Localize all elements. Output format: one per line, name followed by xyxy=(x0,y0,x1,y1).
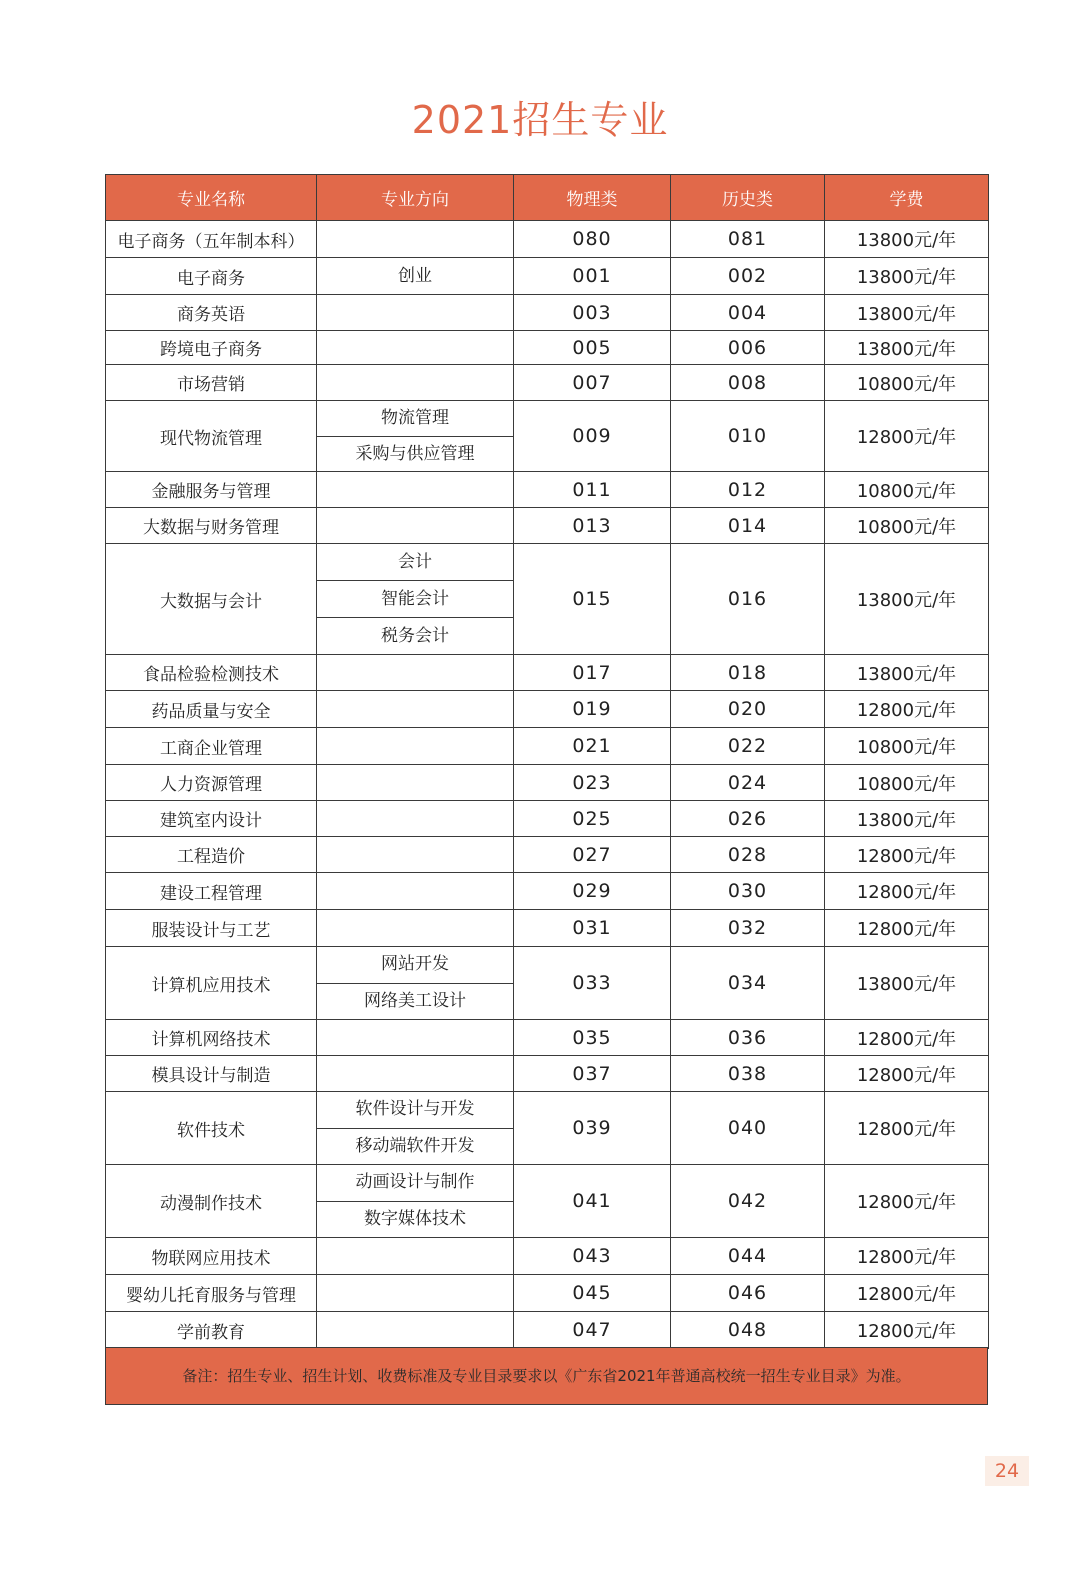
table-row xyxy=(106,1165,989,1238)
direction-cell xyxy=(317,1020,514,1056)
direction-item: 网络美工设计 xyxy=(317,983,513,1020)
physics-code-cell: 035 xyxy=(514,1020,671,1056)
table-row xyxy=(106,221,989,258)
physics-code-cell: 019 xyxy=(514,691,671,728)
table-row xyxy=(106,508,989,544)
major-name-cell: 工商企业管理 xyxy=(106,728,317,765)
direction-cell xyxy=(317,1165,514,1238)
history-code-cell: 014 xyxy=(671,508,825,544)
direction-cell xyxy=(317,331,514,365)
history-code-cell: 040 xyxy=(671,1092,825,1165)
direction-item: 智能会计 xyxy=(317,580,513,617)
direction-cell xyxy=(317,765,514,801)
direction-item: 税务会计 xyxy=(317,617,513,654)
history-code-cell: 012 xyxy=(671,472,825,508)
history-code-cell: 081 xyxy=(671,221,825,258)
direction-item: 创业 xyxy=(398,265,432,286)
history-code-cell: 010 xyxy=(671,401,825,472)
fee-cell: 13800元/年 xyxy=(825,544,989,655)
direction-item: 数字媒体技术 xyxy=(317,1201,513,1238)
history-code-cell: 036 xyxy=(671,1020,825,1056)
major-name-cell: 现代物流管理 xyxy=(106,401,317,472)
direction-cell xyxy=(317,910,514,947)
history-code-cell: 002 xyxy=(671,258,825,295)
major-name-cell: 电子商务（五年制本科） xyxy=(106,221,317,258)
fee-cell: 12800元/年 xyxy=(825,1312,989,1349)
direction-cell xyxy=(317,837,514,873)
fee-cell: 12800元/年 xyxy=(825,837,989,873)
major-name-cell: 工程造价 xyxy=(106,837,317,873)
table-row xyxy=(106,873,989,910)
major-name-cell: 建设工程管理 xyxy=(106,873,317,910)
direction-cell xyxy=(317,401,514,472)
direction-cell xyxy=(317,728,514,765)
header-fee: 学费 xyxy=(825,175,989,221)
table-row xyxy=(106,655,989,691)
major-name-cell: 大数据与财务管理 xyxy=(106,508,317,544)
fee-cell: 10800元/年 xyxy=(825,765,989,801)
header-history: 历史类 xyxy=(671,175,825,221)
direction-cell xyxy=(317,1092,514,1165)
direction-cell xyxy=(317,508,514,544)
fee-cell: 12800元/年 xyxy=(825,873,989,910)
major-name-cell: 建筑室内设计 xyxy=(106,801,317,837)
physics-code-cell: 047 xyxy=(514,1312,671,1349)
table-row xyxy=(106,295,989,331)
direction-cell xyxy=(317,1312,514,1349)
table-row xyxy=(106,765,989,801)
page-title: 2021招生专业 xyxy=(411,98,669,142)
history-code-cell: 026 xyxy=(671,801,825,837)
history-code-cell: 038 xyxy=(671,1056,825,1092)
physics-code-cell: 029 xyxy=(514,873,671,910)
history-code-cell: 008 xyxy=(671,365,825,401)
fee-cell: 12800元/年 xyxy=(825,1056,989,1092)
direction-cell xyxy=(317,873,514,910)
history-code-cell: 030 xyxy=(671,873,825,910)
major-name-cell: 学前教育 xyxy=(106,1312,317,1349)
direction-cell xyxy=(317,801,514,837)
direction-item: 网站开发 xyxy=(381,954,449,974)
major-name-cell: 食品检验检测技术 xyxy=(106,655,317,691)
physics-code-cell: 045 xyxy=(514,1275,671,1312)
direction-cell xyxy=(317,365,514,401)
major-name-cell: 婴幼儿托育服务与管理 xyxy=(106,1275,317,1312)
fee-cell: 13800元/年 xyxy=(825,801,989,837)
physics-code-cell: 027 xyxy=(514,837,671,873)
fee-cell: 13800元/年 xyxy=(825,258,989,295)
table-row xyxy=(106,1056,989,1092)
direction-cell xyxy=(317,655,514,691)
direction-cell xyxy=(317,1275,514,1312)
direction-cell xyxy=(317,1056,514,1092)
physics-code-cell: 080 xyxy=(514,221,671,258)
physics-code-cell: 005 xyxy=(514,331,671,365)
table-row xyxy=(106,401,989,472)
history-code-cell: 024 xyxy=(671,765,825,801)
history-code-cell: 042 xyxy=(671,1165,825,1238)
table-row xyxy=(106,472,989,508)
table-row xyxy=(106,331,989,365)
direction-item: 采购与供应管理 xyxy=(317,436,513,472)
major-name-cell: 计算机网络技术 xyxy=(106,1020,317,1056)
direction-cell xyxy=(317,544,514,655)
table-row xyxy=(106,947,989,1020)
table-row xyxy=(106,258,989,295)
table-row xyxy=(106,910,989,947)
physics-code-cell: 001 xyxy=(514,258,671,295)
table-row xyxy=(106,691,989,728)
direction-item: 动画设计与制作 xyxy=(355,1172,475,1192)
fee-cell: 12800元/年 xyxy=(825,1238,989,1275)
major-name-cell: 动漫制作技术 xyxy=(106,1165,317,1238)
history-code-cell: 034 xyxy=(671,947,825,1020)
history-code-cell: 022 xyxy=(671,728,825,765)
table-row xyxy=(106,365,989,401)
direction-cell xyxy=(317,472,514,508)
fee-cell: 13800元/年 xyxy=(825,331,989,365)
direction-cell xyxy=(317,258,514,295)
direction-item: 会计 xyxy=(398,552,432,572)
header-physics: 物理类 xyxy=(514,175,671,221)
direction-item: 物流管理 xyxy=(381,408,449,428)
major-name-cell: 商务英语 xyxy=(106,295,317,331)
table-body xyxy=(106,221,989,1349)
major-name-cell: 服装设计与工艺 xyxy=(106,910,317,947)
major-name-cell: 电子商务 xyxy=(106,258,317,295)
physics-code-cell: 041 xyxy=(514,1165,671,1238)
major-name-cell: 物联网应用技术 xyxy=(106,1238,317,1275)
page-number: 24 xyxy=(985,1456,1029,1486)
fee-cell: 10800元/年 xyxy=(825,508,989,544)
physics-code-cell: 009 xyxy=(514,401,671,472)
fee-cell: 12800元/年 xyxy=(825,1275,989,1312)
history-code-cell: 006 xyxy=(671,331,825,365)
fee-cell: 10800元/年 xyxy=(825,728,989,765)
history-code-cell: 020 xyxy=(671,691,825,728)
fee-cell: 12800元/年 xyxy=(825,401,989,472)
major-name-cell: 计算机应用技术 xyxy=(106,947,317,1020)
major-name-cell: 人力资源管理 xyxy=(106,765,317,801)
direction-cell xyxy=(317,1238,514,1275)
physics-code-cell: 025 xyxy=(514,801,671,837)
history-code-cell: 032 xyxy=(671,910,825,947)
history-code-cell: 044 xyxy=(671,1238,825,1275)
physics-code-cell: 011 xyxy=(514,472,671,508)
header-direction: 专业方向 xyxy=(317,175,514,221)
fee-cell: 12800元/年 xyxy=(825,910,989,947)
table-row xyxy=(106,801,989,837)
fee-cell: 12800元/年 xyxy=(825,1020,989,1056)
physics-code-cell: 021 xyxy=(514,728,671,765)
majors-table xyxy=(105,174,989,1349)
fee-cell: 12800元/年 xyxy=(825,691,989,728)
physics-code-cell: 013 xyxy=(514,508,671,544)
table-row xyxy=(106,837,989,873)
major-name-cell: 软件技术 xyxy=(106,1092,317,1165)
table-row xyxy=(106,1312,989,1349)
table-row xyxy=(106,728,989,765)
history-code-cell: 016 xyxy=(671,544,825,655)
history-code-cell: 046 xyxy=(671,1275,825,1312)
history-code-cell: 028 xyxy=(671,837,825,873)
physics-code-cell: 017 xyxy=(514,655,671,691)
physics-code-cell: 015 xyxy=(514,544,671,655)
physics-code-cell: 023 xyxy=(514,765,671,801)
physics-code-cell: 033 xyxy=(514,947,671,1020)
major-name-cell: 模具设计与制造 xyxy=(106,1056,317,1092)
table-row xyxy=(106,544,989,655)
footnote: 备注：招生专业、招生计划、收费标准及专业目录要求以《广东省2021年普通高校统一招生专业目录》为准。 xyxy=(105,1347,988,1405)
direction-item: 软件设计与开发 xyxy=(355,1099,475,1119)
physics-code-cell: 007 xyxy=(514,365,671,401)
major-name-cell: 跨境电子商务 xyxy=(106,331,317,365)
major-name-cell: 金融服务与管理 xyxy=(106,472,317,508)
history-code-cell: 004 xyxy=(671,295,825,331)
fee-cell: 10800元/年 xyxy=(825,365,989,401)
fee-cell: 13800元/年 xyxy=(825,947,989,1020)
physics-code-cell: 043 xyxy=(514,1238,671,1275)
direction-cell xyxy=(317,295,514,331)
direction-item: 移动端软件开发 xyxy=(317,1128,513,1165)
major-name-cell: 市场营销 xyxy=(106,365,317,401)
table-row xyxy=(106,1020,989,1056)
fee-cell: 13800元/年 xyxy=(825,221,989,258)
history-code-cell: 048 xyxy=(671,1312,825,1349)
fee-cell: 12800元/年 xyxy=(825,1092,989,1165)
direction-cell xyxy=(317,947,514,1020)
physics-code-cell: 037 xyxy=(514,1056,671,1092)
table-row xyxy=(106,1238,989,1275)
direction-cell xyxy=(317,691,514,728)
table-row xyxy=(106,1092,989,1165)
physics-code-cell: 039 xyxy=(514,1092,671,1165)
fee-cell: 10800元/年 xyxy=(825,472,989,508)
physics-code-cell: 031 xyxy=(514,910,671,947)
fee-cell: 13800元/年 xyxy=(825,295,989,331)
table-row xyxy=(106,1275,989,1312)
table-header-row xyxy=(106,175,989,221)
fee-cell: 12800元/年 xyxy=(825,1165,989,1238)
history-code-cell: 018 xyxy=(671,655,825,691)
fee-cell: 13800元/年 xyxy=(825,655,989,691)
header-major-name: 专业名称 xyxy=(106,175,317,221)
physics-code-cell: 003 xyxy=(514,295,671,331)
direction-cell xyxy=(317,221,514,258)
major-name-cell: 药品质量与安全 xyxy=(106,691,317,728)
major-name-cell: 大数据与会计 xyxy=(106,544,317,655)
